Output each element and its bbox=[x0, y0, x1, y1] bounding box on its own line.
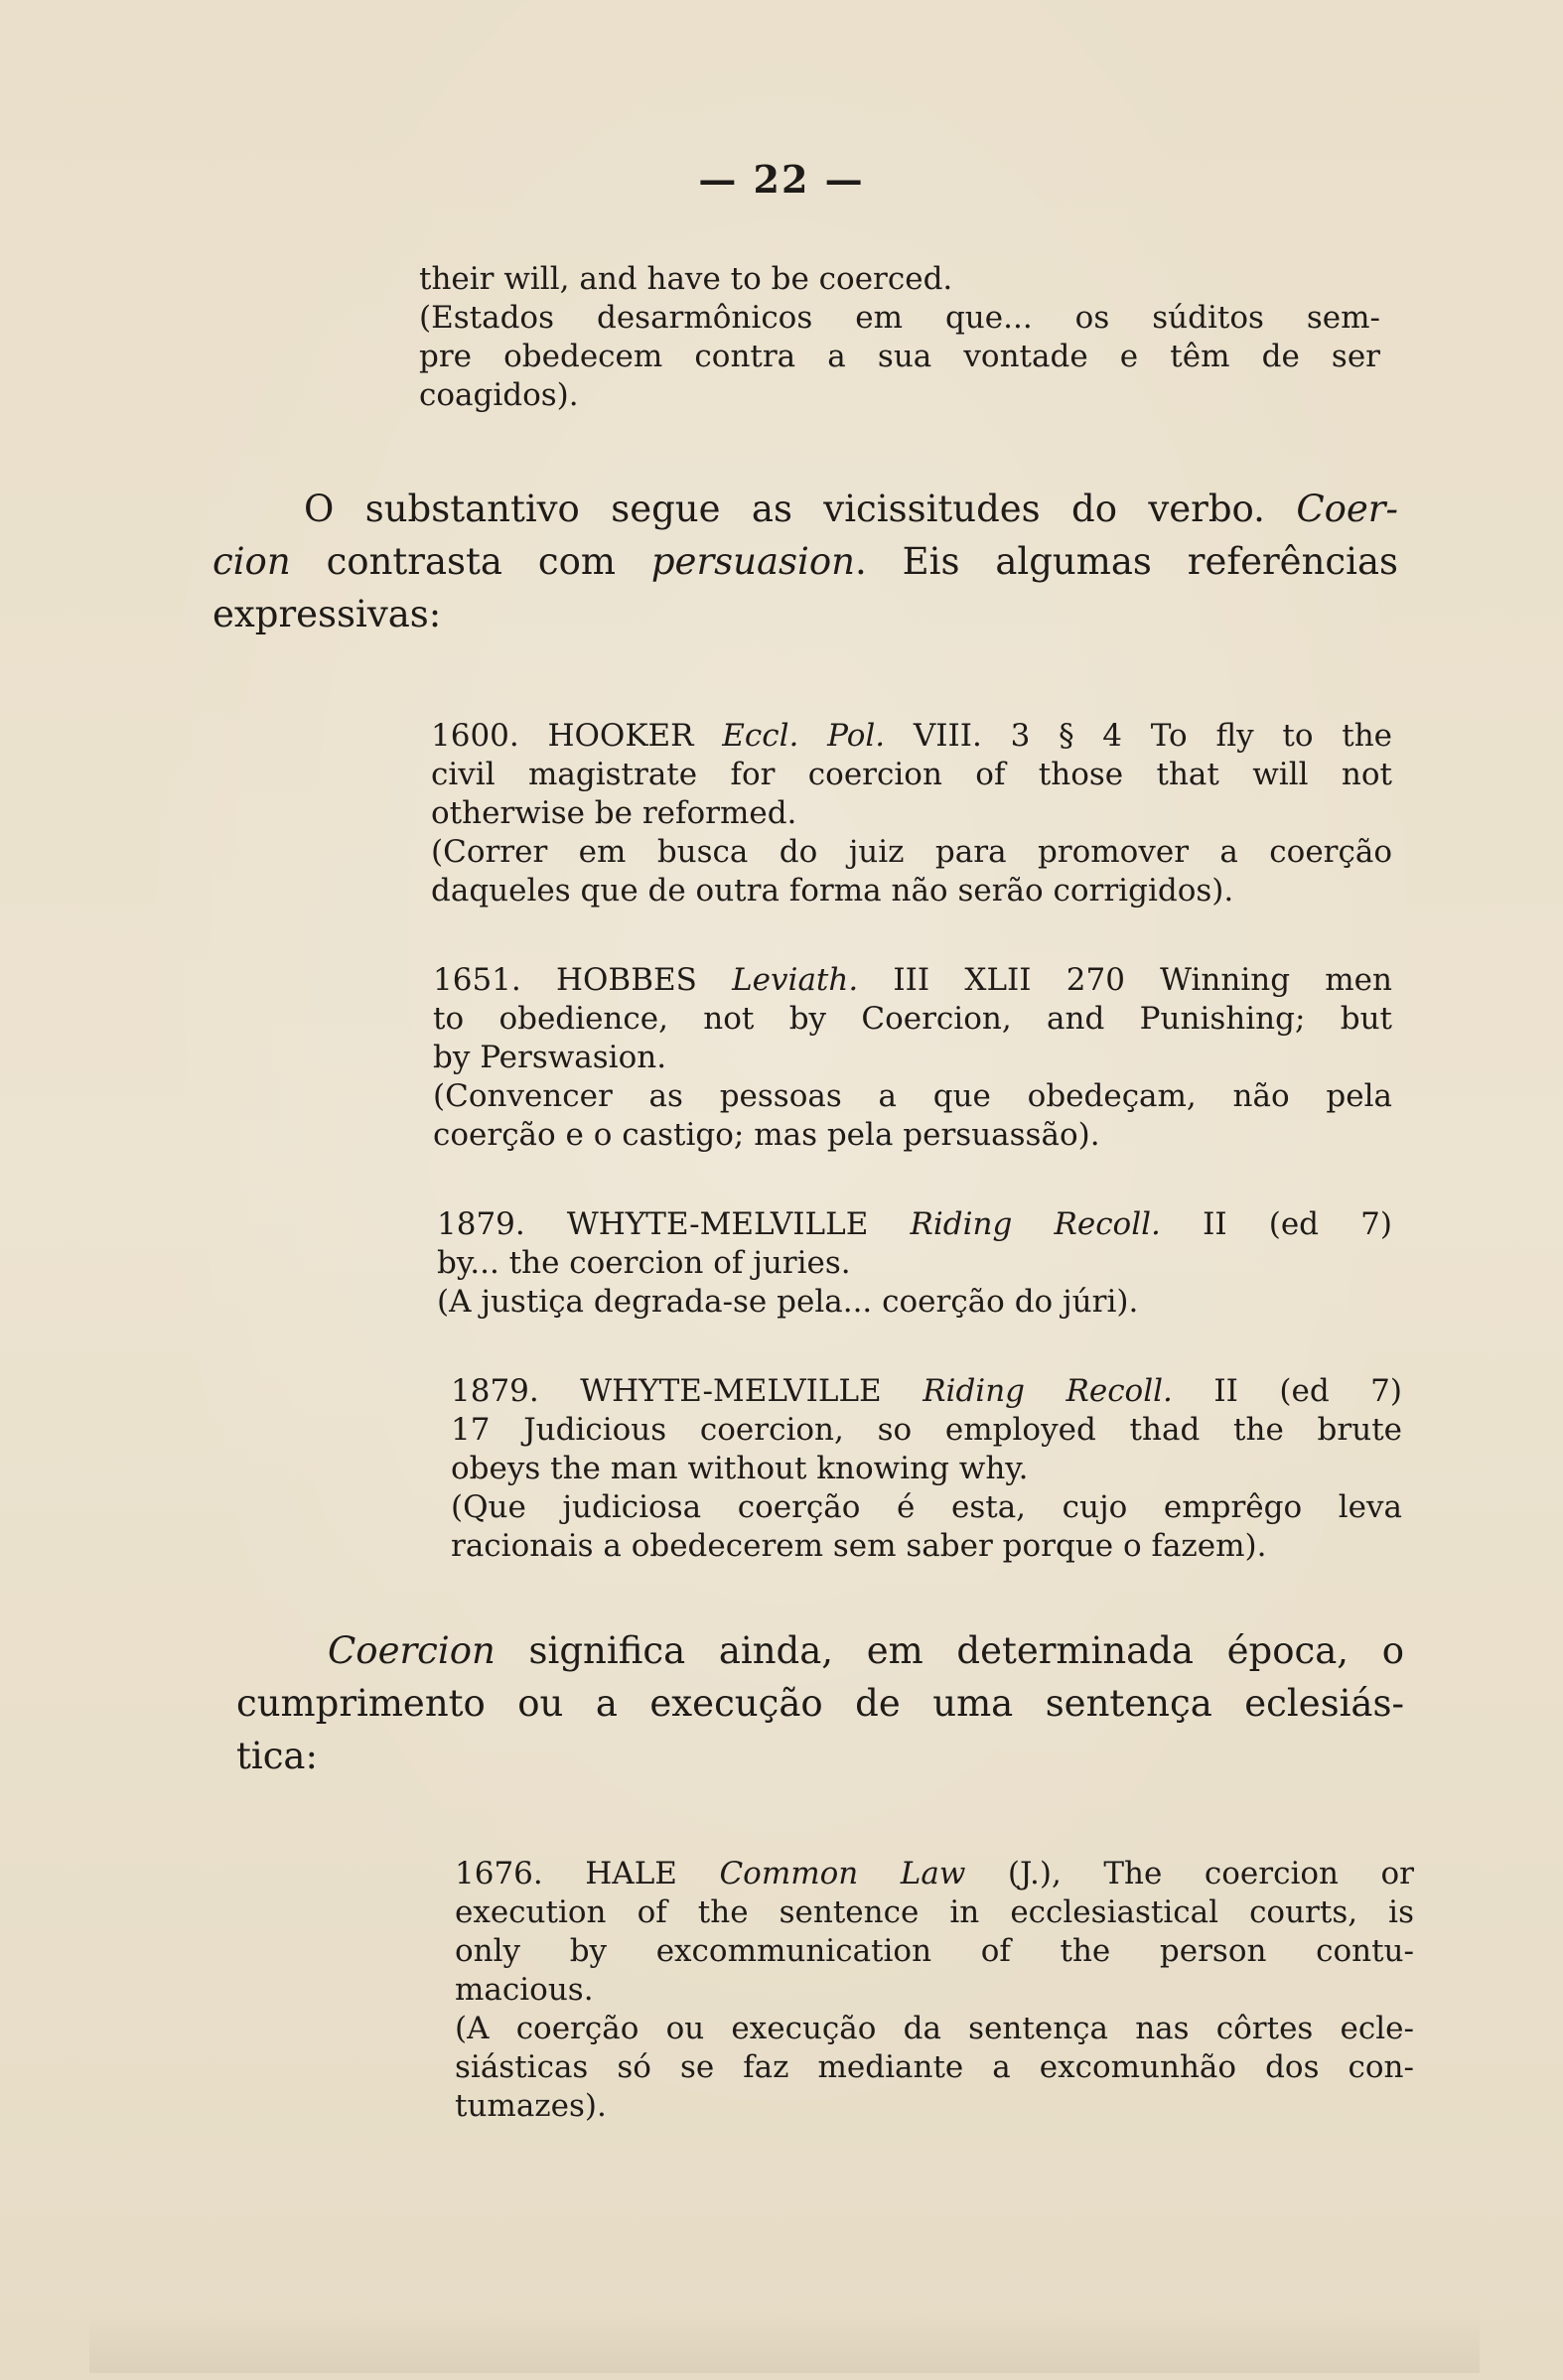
paragraph-line: cumprimento ou a execução de uma sentença eclesiás- bbox=[236, 1682, 1404, 1725]
intro-quote-line: coagidos). bbox=[419, 377, 579, 413]
citation-text: 1600. HOOKER bbox=[431, 718, 723, 754]
citation-whyte-melville-1 bbox=[437, 1205, 1392, 1322]
citation-line: civil magistrate for coercion of those that will not bbox=[431, 757, 1392, 792]
citation-line bbox=[455, 1855, 1414, 1893]
citation-whyte-melville-2 bbox=[451, 1372, 1402, 1566]
citation-line: execution of the sentence in ecclesiastical courts, is bbox=[455, 1894, 1414, 1930]
paragraph-line bbox=[213, 535, 1398, 588]
citation-text: VIII. 3 § 4 To fly to the bbox=[885, 718, 1393, 754]
intro-quote-line: pre obedecem contra a sua vontade e têm de ser bbox=[419, 339, 1380, 374]
paragraph-line bbox=[236, 1624, 1404, 1677]
citation-line: (Convencer as pessoas a que obedeçam, não pela bbox=[433, 1078, 1392, 1114]
citation-line bbox=[433, 961, 1392, 1000]
paragraph-substantivo bbox=[213, 483, 1398, 640]
citation-line: racionais a obedecerem sem saber porque o fazem). bbox=[451, 1528, 1267, 1564]
citation-text: 1879. WHYTE-MELVILLE bbox=[437, 1206, 911, 1242]
intro-quote-line: (Estados desarmônicos em que... os súditos sem- bbox=[419, 300, 1380, 336]
citation-line: tumazes). bbox=[455, 2088, 607, 2124]
citation-text: III XLII 270 Winning men bbox=[858, 962, 1392, 998]
citation-title: Riding Recoll. bbox=[923, 1373, 1173, 1409]
citation-text: II (ed 7) bbox=[1160, 1206, 1392, 1242]
citation-line: coerção e o castigo; mas pela persuassão). bbox=[433, 1117, 1100, 1153]
page-number: — 22 — bbox=[698, 157, 865, 202]
paragraph-text: significa ainda, em determinada época, o bbox=[495, 1629, 1404, 1672]
term-coercion: Coer- bbox=[1296, 488, 1398, 530]
citation-line: otherwise be reformed. bbox=[431, 795, 797, 831]
citation-text: II (ed 7) bbox=[1172, 1373, 1402, 1409]
citation-line: daqueles que de outra forma não serão corrigidos). bbox=[431, 873, 1234, 909]
citation-title: Riding Recoll. bbox=[910, 1206, 1161, 1242]
intro-quote-line: their will, and have to be coerced. bbox=[419, 261, 953, 297]
citation-text: 1676. HALE bbox=[455, 1856, 720, 1891]
paragraph-line: tica: bbox=[236, 1735, 318, 1777]
paragraph-line: expressivas: bbox=[213, 593, 442, 635]
citation-line: by... the coercion of juries. bbox=[437, 1245, 851, 1281]
citation-hobbes bbox=[433, 961, 1392, 1155]
term-coercion: cion bbox=[213, 540, 291, 583]
citation-line: by Perswasion. bbox=[433, 1040, 667, 1075]
citation-line: (Correr em busca do juiz para promover a coerção bbox=[431, 834, 1392, 870]
citation-text: 1879. WHYTE-MELVILLE bbox=[451, 1373, 924, 1409]
paragraph-text: . Eis algumas referências bbox=[854, 540, 1398, 583]
page-bottom-shadow bbox=[89, 2313, 1480, 2373]
citation-line bbox=[451, 1372, 1402, 1411]
citation-line: to obedience, not by Coercion, and Punishing; but bbox=[433, 1001, 1392, 1037]
citation-title: Leviath. bbox=[732, 962, 859, 998]
term-coercion: Coercion bbox=[328, 1629, 496, 1672]
citation-hale bbox=[455, 1855, 1414, 2126]
citation-line: macious. bbox=[455, 1972, 594, 2008]
term-persuasion: persuasion bbox=[650, 540, 855, 583]
citation-line: siásticas só se faz mediante a excomunhão dos con- bbox=[455, 2049, 1414, 2085]
citation-line bbox=[437, 1205, 1392, 1244]
intro-quote bbox=[419, 260, 1380, 415]
citation-title: Eccl. Pol. bbox=[722, 718, 886, 754]
citation-line: 17 Judicious coercion, so employed thad the brute bbox=[451, 1412, 1402, 1448]
paragraph-text: contrasta com bbox=[290, 540, 651, 583]
citation-line: only by excommunication of the person contu- bbox=[455, 1933, 1414, 1969]
citation-text: (J.), The coercion or bbox=[965, 1856, 1414, 1891]
citation-line: obeys the man without knowing why. bbox=[451, 1451, 1029, 1486]
citation-line: (Que judiciosa coerção é esta, cujo emprêgo leva bbox=[451, 1489, 1402, 1525]
paragraph-text: O substantivo segue as vicissitudes do verbo. bbox=[304, 488, 1297, 530]
citation-hooker bbox=[431, 717, 1392, 910]
citation-text: 1651. HOBBES bbox=[433, 962, 733, 998]
citation-line bbox=[431, 717, 1392, 756]
paragraph-line bbox=[213, 483, 1398, 535]
paragraph-coercion-execucao bbox=[236, 1624, 1404, 1782]
citation-line: (A coerção ou execução da sentença nas côrtes ecle- bbox=[455, 2011, 1414, 2046]
citation-line: (A justiça degrada-se pela... coerção do júri). bbox=[437, 1284, 1139, 1320]
citation-title: Common Law bbox=[719, 1856, 966, 1891]
